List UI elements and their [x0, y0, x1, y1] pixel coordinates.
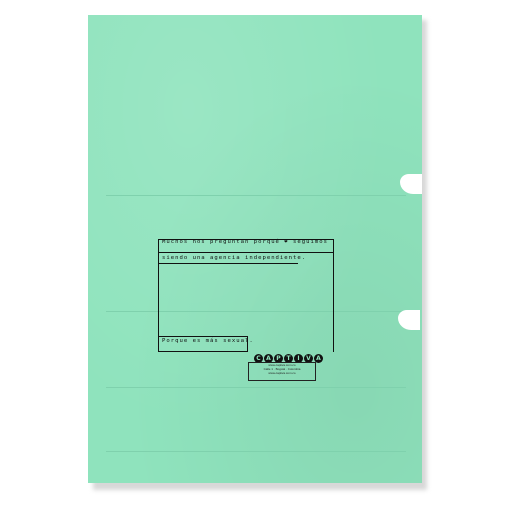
faint-rule: [106, 195, 406, 196]
stamp-line: Calle 1 · Bogotá · Colombia: [263, 367, 301, 371]
logo-letter: V: [304, 354, 313, 363]
logo-letter: C: [254, 354, 263, 363]
underline: [158, 252, 334, 253]
handwritten-answer: Porque es más sexual.: [162, 338, 254, 344]
stamp-line: www.captiva.com.co: [268, 371, 296, 375]
underline: [158, 263, 298, 264]
logo-letter: P: [274, 354, 283, 363]
logo-letter: T: [284, 354, 293, 363]
logo-letter: I: [294, 354, 303, 363]
logo-letter: A: [264, 354, 273, 363]
logo-letter: A: [314, 354, 323, 363]
agency-stamp: [248, 362, 316, 381]
handwritten-line-two: siendo una agencia independiente.: [162, 255, 307, 261]
faint-rule: [106, 387, 406, 388]
faint-rule: [106, 451, 406, 452]
stamp-line: www.captiva.com.co: [268, 363, 296, 367]
handwritten-question: Muchos nos preguntan porqué ❤ seguimos: [162, 239, 328, 245]
